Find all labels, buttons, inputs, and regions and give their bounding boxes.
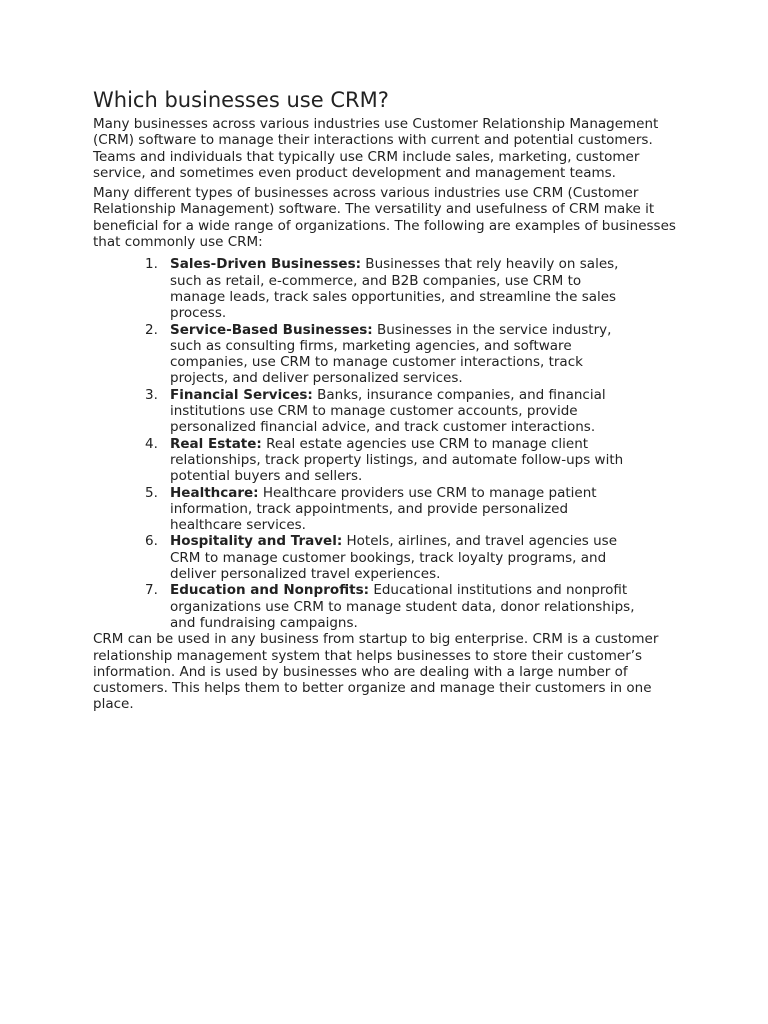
list-item-term: Education and Nonprofits: [170,582,370,599]
list-item-number: 4. [145,435,158,452]
business-types-list [93,256,640,631]
list-item-term: Real Estate: [170,435,262,452]
list-item-text: Banks, insurance companies, and financial institutions use CRM to manage customer accounts, provide personalized financial advice, and track customer interactions. [170,386,606,436]
list-item [145,435,640,485]
list-item-term: Financial Services: [170,386,313,403]
list-item-term: Service-Based Businesses: [170,321,373,338]
list-item-number: 2. [145,321,158,338]
list-item [145,533,640,583]
list-item-text: Healthcare providers use CRM to manage patient information, track appointments, and provide personalized healthcare services. [170,484,597,534]
list-item-text: Real estate agencies use CRM to manage client relationships, track property listings, and automate follow-ups with potential buyers and sellers. [170,435,624,485]
page-title: Which businesses use CRM? [93,88,389,112]
list-item-number: 6. [145,533,158,550]
intro-paragraph-2: Many different types of businesses across various industries use CRM (Customer Relationship Management) software. The versatility and usefulness of CRM make it beneficial for a wide range of organizations. The following are examples of businesses that commonly use CRM: [93,185,676,251]
list-item-text: Businesses in the service industry, such as consulting firms, marketing agencies, and software companies, use CRM to manage customer interactions, track projects, and deliver personalized services. [170,321,612,387]
list-item-number: 5. [145,484,158,501]
list-item [145,582,640,631]
list-item [145,256,640,322]
closing-paragraph: CRM can be used in any business from startup to big enterprise. CRM is a customer relationship management system that helps businesses to store their customer’s information. And is used by businesses who are dealing with a large number of customers. This helps them to better organize and manage their customers in one place. [93,631,659,713]
list-item-text: Businesses that rely heavily on sales, such as retail, e-commerce, and B2B companies, use CRM to manage leads, track sales opportunities, and streamline the sales process. [170,256,619,322]
list-item-text: Hotels, airlines, and travel agencies use CRM to manage customer bookings, track loyalty programs, and deliver personalized travel experiences. [170,533,618,583]
list-item [145,484,640,534]
list-item-number: 1. [145,256,158,273]
list-item [145,386,640,436]
list-item-term: Hospitality and Travel: [170,533,343,550]
list-item-term: Sales-Driven Businesses: [170,256,362,273]
intro-paragraph-1: Many businesses across various industries use Customer Relationship Management (CRM) software to manage their interactions with current and potential customers. Teams and individuals that typically use CRM include sales, marketing, customer service, and sometimes even product development and management teams. [93,116,659,181]
list-item [145,321,640,387]
list-item-number: 3. [145,386,158,403]
document-page [93,86,677,713]
list-item-text: Educational institutions and nonprofit organizations use CRM to manage student data, donor relationships, and fundraising campaigns. [170,582,635,631]
list-item-term: Healthcare: [170,484,259,501]
list-item-number: 7. [145,582,158,599]
